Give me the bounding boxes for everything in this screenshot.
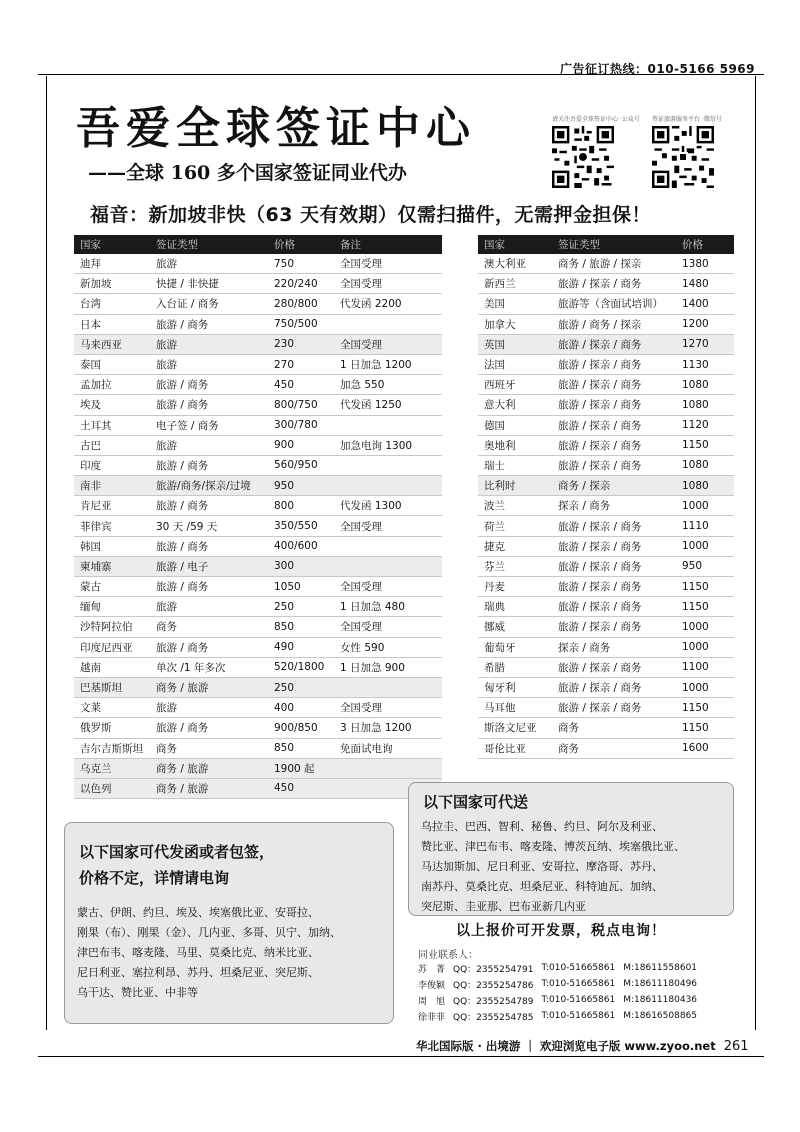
table-cell: 蒙古 <box>74 577 150 597</box>
table-cell: 商务 / 旅游 <box>150 677 268 697</box>
invitation-box-countries <box>77 903 341 1003</box>
table-cell: 吉尔吉斯斯坦 <box>74 738 150 758</box>
table-row <box>74 294 442 314</box>
table-cell: 270 <box>268 354 334 374</box>
qr-code-left-icon <box>552 126 614 188</box>
country-line: 乌拉圭、巴西、智利、秘鲁、约旦、阿尔及利亚、 <box>421 820 663 833</box>
table-cell: 丹麦 <box>478 577 552 597</box>
table-cell: 哥伦比亚 <box>478 738 552 758</box>
invitation-box-title <box>79 839 274 891</box>
contact-cell: QQ：2355254785 <box>453 1012 534 1023</box>
table-row <box>478 536 734 556</box>
table-cell: 旅游 / 探亲 / 商务 <box>552 677 676 697</box>
table-cell: 全国受理 <box>334 698 442 718</box>
table-cell: 1110 <box>676 516 734 536</box>
table-cell: 全国受理 <box>334 516 442 536</box>
invoice-note: 以上报价可开发票，税点电询！ <box>456 923 666 939</box>
table-cell: 旅游 / 商务 <box>150 577 268 597</box>
table-cell: 220/240 <box>268 274 334 294</box>
table-cell: 全国受理 <box>334 577 442 597</box>
table-cell: 旅游等（含面试培训） <box>552 294 676 314</box>
table-cell: 旅游 / 商务 <box>150 718 268 738</box>
table-cell: 旅游/商务/探亲/过境 <box>150 476 268 496</box>
table-row <box>478 274 734 294</box>
country-line: 突尼斯、圭亚那、巴布亚新几内亚 <box>421 900 586 913</box>
contact-cell: QQ：2355254786 <box>453 980 534 991</box>
table-cell: 800/750 <box>268 395 334 415</box>
table-cell: 900/850 <box>268 718 334 738</box>
table-cell: 商务 / 探亲 <box>552 476 676 496</box>
table-cell: 旅游 / 探亲 / 商务 <box>552 395 676 415</box>
table-cell: 旅游 / 商务 <box>150 536 268 556</box>
table-cell: 旅游 / 探亲 / 商务 <box>552 657 676 677</box>
headline-notice: 福音：新加坡非快（63 天有效期）仅需扫描件，无需押金担保！ <box>90 204 652 226</box>
table-cell: 越南 <box>74 657 150 677</box>
invitation-box-title-line: 价格不定，详情请电询 <box>79 869 230 887</box>
qr-left-caption: 请关注吾爱全球签证中心 ·公众号 <box>552 116 640 123</box>
contact-cell: 苏 菁 <box>418 964 446 975</box>
table-cell: 1150 <box>676 718 734 738</box>
table-row <box>478 294 734 314</box>
table-row <box>478 657 734 677</box>
table-cell: 旅游 / 探亲 / 商务 <box>552 597 676 617</box>
table-cell: 全国受理 <box>334 274 442 294</box>
invitation-box-title-line: 以下国家可代发函或者包签， <box>79 843 275 861</box>
table-row <box>74 556 442 576</box>
table-cell: 瑞典 <box>478 597 552 617</box>
table-cell: 520/1800 <box>268 657 334 677</box>
table-cell: 560/950 <box>268 455 334 475</box>
table-cell: 490 <box>268 637 334 657</box>
table-cell: 1130 <box>676 354 734 374</box>
table-cell: 旅游 / 商务 <box>150 455 268 475</box>
table-cell: 1 日加急 480 <box>334 597 442 617</box>
table-cell: 旅游 / 商务 / 探亲 <box>552 314 676 334</box>
table-row <box>478 375 734 395</box>
table-row <box>478 617 734 637</box>
table-cell: 250 <box>268 677 334 697</box>
qr-right-caption: 签证旅游服务平台 ·微信号 <box>652 116 722 123</box>
table-cell: 沙特阿拉伯 <box>74 617 150 637</box>
table-row <box>478 395 734 415</box>
table-cell: 入台证 / 商务 <box>150 294 268 314</box>
contact-cell: M:18611180496 <box>623 979 698 989</box>
table-cell: 1150 <box>676 597 734 617</box>
table-row <box>74 738 442 758</box>
table-cell: 1050 <box>268 577 334 597</box>
table-cell: 旅游 / 探亲 / 商务 <box>552 375 676 395</box>
table-row <box>74 395 442 415</box>
table-cell: 代发函 2200 <box>334 294 442 314</box>
column-header: 备注 <box>334 235 442 254</box>
table-cell <box>334 536 442 556</box>
table-cell: 1900 起 <box>268 758 334 778</box>
table-cell: 新加坡 <box>74 274 150 294</box>
table-row <box>74 516 442 536</box>
table-cell: 商务 / 旅游 / 探亲 <box>552 254 676 274</box>
table-cell: 日本 <box>74 314 150 334</box>
table-cell: 电子签 / 商务 <box>150 415 268 435</box>
table-cell: 450 <box>268 778 334 798</box>
country-line: 南苏丹、莫桑比克、坦桑尼亚、科特迪瓦、加纳、 <box>421 880 663 893</box>
table-cell: 旅游 <box>150 254 268 274</box>
table-cell: 马来西亚 <box>74 334 150 354</box>
table-cell: 探亲 / 商务 <box>552 496 676 516</box>
table-cell: 旅游 / 电子 <box>150 556 268 576</box>
table-cell: 商务 / 旅游 <box>150 778 268 798</box>
table-cell: 300/780 <box>268 415 334 435</box>
table-row <box>74 375 442 395</box>
table-cell: 美国 <box>478 294 552 314</box>
table-row <box>478 435 734 455</box>
country-line: 尼日利亚、塞拉利昂、苏丹、坦桑尼亚、突尼斯、 <box>77 966 319 979</box>
table-cell: 代发函 1300 <box>334 496 442 516</box>
column-header: 签证类型 <box>552 235 676 254</box>
contact-row <box>418 976 705 992</box>
table-cell: 450 <box>268 375 334 395</box>
table-cell: 1000 <box>676 677 734 697</box>
table-cell <box>334 476 442 496</box>
table-row <box>74 778 442 798</box>
table-cell: 俄罗斯 <box>74 718 150 738</box>
table-cell: 匈牙利 <box>478 677 552 697</box>
table-cell: 商务 <box>150 617 268 637</box>
contact-cell: M:18616508865 <box>623 1011 698 1021</box>
contact-row <box>418 1008 705 1024</box>
table-row <box>74 254 442 274</box>
table-cell: 旅游 / 商务 <box>150 496 268 516</box>
table-cell: 孟加拉 <box>74 375 150 395</box>
table-cell: 旅游 / 探亲 / 商务 <box>552 455 676 475</box>
table-cell: 1600 <box>676 738 734 758</box>
table-cell: 印度尼西亚 <box>74 637 150 657</box>
table-row <box>74 354 442 374</box>
table-cell: 女性 590 <box>334 637 442 657</box>
contact-cell: M:18611558601 <box>623 963 698 973</box>
table-cell: 300 <box>268 556 334 576</box>
table-cell: 西班牙 <box>478 375 552 395</box>
table-cell <box>334 556 442 576</box>
table-cell: 芬兰 <box>478 556 552 576</box>
contacts-title: 同业联系人： <box>418 950 478 961</box>
table-cell: 旅游 <box>150 334 268 354</box>
table-cell: 1380 <box>676 254 734 274</box>
table-cell: 1080 <box>676 476 734 496</box>
table-cell: 巴基斯坦 <box>74 677 150 697</box>
table-cell: 挪威 <box>478 617 552 637</box>
table-cell: 850 <box>268 738 334 758</box>
table-cell: 捷克 <box>478 536 552 556</box>
table-cell: 免面试电询 <box>334 738 442 758</box>
contact-row <box>418 960 705 976</box>
table-cell: 950 <box>268 476 334 496</box>
contact-cell: 周 旭 <box>418 996 446 1007</box>
table-row <box>74 274 442 294</box>
table-cell: 1120 <box>676 415 734 435</box>
table-cell: 旅游 / 探亲 / 商务 <box>552 354 676 374</box>
table-row <box>478 597 734 617</box>
table-cell: 1270 <box>676 334 734 354</box>
table-cell: 1100 <box>676 657 734 677</box>
table-row <box>74 415 442 435</box>
table-cell: 30 天 /59 天 <box>150 516 268 536</box>
country-line: 马达加斯加、尼日利亚、安哥拉、摩洛哥、苏丹、 <box>421 860 663 873</box>
table-cell: 旅游 <box>150 354 268 374</box>
table-cell: 1000 <box>676 536 734 556</box>
table-row <box>74 536 442 556</box>
table-cell: 1080 <box>676 455 734 475</box>
bottom-rule <box>38 1056 764 1057</box>
table-row <box>478 496 734 516</box>
table-cell: 意大利 <box>478 395 552 415</box>
contact-cell: QQ：2355254791 <box>453 964 534 975</box>
table-row <box>74 637 442 657</box>
table-cell: 南非 <box>74 476 150 496</box>
footer-text: 华北国际版 · 出境游 ｜ 欢迎浏览电子版 www.zyoo.net <box>416 1039 716 1053</box>
table-cell: 旅游 / 探亲 / 商务 <box>552 577 676 597</box>
ad-hotline: 广告征订热线：010-5166 5969 <box>560 62 756 76</box>
table-row <box>74 435 442 455</box>
table-cell: 850 <box>268 617 334 637</box>
table-row <box>74 617 442 637</box>
table-cell: 德国 <box>478 415 552 435</box>
table-cell: 旅游 / 探亲 / 商务 <box>552 334 676 354</box>
table-cell <box>334 415 442 435</box>
contact-cell: T:010-51665861 <box>541 1011 616 1021</box>
brand-slogan: ——全球 160 多个国家签证同业代办 <box>88 162 407 184</box>
table-cell: 商务 <box>552 738 676 758</box>
table-cell: 旅游 / 探亲 / 商务 <box>552 556 676 576</box>
table-cell: 商务 / 旅游 <box>150 758 268 778</box>
table-cell: 缅甸 <box>74 597 150 617</box>
table-cell: 埃及 <box>74 395 150 415</box>
table-row <box>74 657 442 677</box>
table-row <box>74 718 442 738</box>
table-cell: 澳大利亚 <box>478 254 552 274</box>
delivery-countries-box <box>408 782 734 916</box>
table-cell: 1150 <box>676 435 734 455</box>
table-cell: 1000 <box>676 637 734 657</box>
table-cell <box>334 314 442 334</box>
table-row <box>74 597 442 617</box>
table-cell: 快捷 / 非快捷 <box>150 274 268 294</box>
table-cell: 菲律宾 <box>74 516 150 536</box>
table-cell: 商务 <box>552 718 676 738</box>
table-row <box>74 476 442 496</box>
table-cell: 旅游 / 商务 <box>150 375 268 395</box>
table-cell: 旅游 / 商务 <box>150 395 268 415</box>
visa-price-table-right <box>478 235 734 759</box>
table-cell: 750/500 <box>268 314 334 334</box>
table-cell: 1000 <box>676 496 734 516</box>
table-row <box>478 415 734 435</box>
column-header: 签证类型 <box>150 235 268 254</box>
column-header: 国家 <box>478 235 552 254</box>
table-cell: 1200 <box>676 314 734 334</box>
delivery-box-countries <box>421 817 685 917</box>
table-cell <box>334 677 442 697</box>
table-cell: 1 日加急 1200 <box>334 354 442 374</box>
country-line: 赞比亚、津巴布韦、喀麦隆、博茨瓦纳、埃塞俄比亚、 <box>421 840 685 853</box>
table-row <box>74 577 442 597</box>
country-line: 刚果（布）、刚果（金）、几内亚、多哥、贝宁、加纳、 <box>77 926 341 939</box>
table-cell: 旅游 <box>150 597 268 617</box>
table-cell: 1080 <box>676 375 734 395</box>
table-row <box>74 758 442 778</box>
table-cell: 肯尼亚 <box>74 496 150 516</box>
table-cell: 印度 <box>74 455 150 475</box>
table-cell: 400/600 <box>268 536 334 556</box>
table-cell: 1080 <box>676 395 734 415</box>
table-cell: 旅游 <box>150 698 268 718</box>
table-cell: 1150 <box>676 698 734 718</box>
table-cell: 全国受理 <box>334 617 442 637</box>
brand-title: 吾爱全球签证中心 <box>76 103 476 154</box>
table-row <box>478 254 734 274</box>
table-cell: 法国 <box>478 354 552 374</box>
table-cell: 750 <box>268 254 334 274</box>
contact-cell: 徐菲菲 <box>418 1012 446 1023</box>
table-cell: 以色列 <box>74 778 150 798</box>
table-cell: 希腊 <box>478 657 552 677</box>
table-cell: 旅游 / 探亲 / 商务 <box>552 617 676 637</box>
table-cell: 加急 550 <box>334 375 442 395</box>
table-cell: 斯洛文尼亚 <box>478 718 552 738</box>
table-cell: 荷兰 <box>478 516 552 536</box>
page-number: 261 <box>723 1039 749 1054</box>
table-cell: 文莱 <box>74 698 150 718</box>
table-row <box>74 496 442 516</box>
table-cell: 1150 <box>676 577 734 597</box>
table-cell: 3 日加急 1200 <box>334 718 442 738</box>
contact-cell: T:010-51665861 <box>541 979 616 989</box>
table-row <box>478 314 734 334</box>
table-row <box>478 738 734 758</box>
table-cell: 古巴 <box>74 435 150 455</box>
contact-cell: 李俊颖 <box>418 980 446 991</box>
table-cell: 韩国 <box>74 536 150 556</box>
table-cell: 探亲 / 商务 <box>552 637 676 657</box>
table-row <box>74 314 442 334</box>
table-cell: 旅游 / 商务 <box>150 314 268 334</box>
table-cell: 波兰 <box>478 496 552 516</box>
table-cell: 台湾 <box>74 294 150 314</box>
table-cell: 商务 <box>150 738 268 758</box>
table-cell: 旅游 / 探亲 / 商务 <box>552 435 676 455</box>
table-cell: 比利时 <box>478 476 552 496</box>
table-row <box>478 516 734 536</box>
table-cell: 泰国 <box>74 354 150 374</box>
table-cell: 350/550 <box>268 516 334 536</box>
table-cell: 加拿大 <box>478 314 552 334</box>
table-cell: 1 日加急 900 <box>334 657 442 677</box>
page-footer <box>416 1038 749 1054</box>
table-cell: 单次 /1 年多次 <box>150 657 268 677</box>
delivery-box-title: 以下国家可代送 <box>423 793 529 811</box>
table-cell: 旅游 / 探亲 / 商务 <box>552 536 676 556</box>
table-cell: 1000 <box>676 617 734 637</box>
table-header-row <box>74 235 442 254</box>
table-cell: 柬埔寨 <box>74 556 150 576</box>
table-cell: 旅游 / 商务 <box>150 637 268 657</box>
table-row <box>478 577 734 597</box>
contacts-table <box>418 960 705 1024</box>
table-cell: 950 <box>676 556 734 576</box>
contact-cell: T:010-51665861 <box>541 995 616 1005</box>
table-row <box>74 455 442 475</box>
table-cell: 1400 <box>676 294 734 314</box>
table-cell: 400 <box>268 698 334 718</box>
table-header-row <box>478 235 734 254</box>
column-header: 价格 <box>676 235 734 254</box>
table-cell: 英国 <box>478 334 552 354</box>
table-row <box>478 556 734 576</box>
table-row <box>478 677 734 697</box>
table-row <box>478 455 734 475</box>
table-cell: 旅游 / 探亲 / 商务 <box>552 698 676 718</box>
table-cell: 旅游 / 探亲 / 商务 <box>552 415 676 435</box>
column-header: 价格 <box>268 235 334 254</box>
table-cell: 全国受理 <box>334 334 442 354</box>
invitation-countries-box <box>64 822 394 1024</box>
table-cell: 全国受理 <box>334 254 442 274</box>
table-cell: 1480 <box>676 274 734 294</box>
table-cell: 马耳他 <box>478 698 552 718</box>
table-cell: 800 <box>268 496 334 516</box>
table-row <box>74 677 442 697</box>
table-row <box>478 476 734 496</box>
table-cell: 旅游 / 探亲 / 商务 <box>552 516 676 536</box>
table-cell: 土耳其 <box>74 415 150 435</box>
table-cell: 乌克兰 <box>74 758 150 778</box>
table-cell: 900 <box>268 435 334 455</box>
contact-cell: T:010-51665861 <box>541 963 616 973</box>
table-row <box>478 698 734 718</box>
table-cell: 230 <box>268 334 334 354</box>
contact-cell: QQ：2355254789 <box>453 996 534 1007</box>
table-cell: 新西兰 <box>478 274 552 294</box>
table-cell: 旅游 / 探亲 / 商务 <box>552 274 676 294</box>
country-line: 蒙古、伊朗、约旦、埃及、埃塞俄比亚、安哥拉、 <box>77 906 319 919</box>
table-cell: 代发函 1250 <box>334 395 442 415</box>
table-cell <box>334 758 442 778</box>
table-row <box>478 637 734 657</box>
column-header: 国家 <box>74 235 150 254</box>
table-row <box>478 718 734 738</box>
table-cell: 250 <box>268 597 334 617</box>
contact-row <box>418 992 705 1008</box>
table-cell: 280/800 <box>268 294 334 314</box>
table-cell: 加急电询 1300 <box>334 435 442 455</box>
contact-cell: M:18611180436 <box>623 995 698 1005</box>
table-row <box>74 698 442 718</box>
country-line: 乌干达、赞比亚、中非等 <box>77 986 198 999</box>
table-cell: 奥地利 <box>478 435 552 455</box>
table-row <box>478 334 734 354</box>
table-cell: 旅游 <box>150 435 268 455</box>
visa-price-table-left <box>74 235 442 799</box>
table-cell: 瑞士 <box>478 455 552 475</box>
table-cell: 迪拜 <box>74 254 150 274</box>
table-cell <box>334 455 442 475</box>
table-cell: 葡萄牙 <box>478 637 552 657</box>
table-row <box>478 354 734 374</box>
top-rule <box>38 74 764 75</box>
table-row <box>74 334 442 354</box>
qr-code-right-icon <box>652 126 714 188</box>
country-line: 津巴布韦、喀麦隆、马里、莫桑比克、纳米比亚、 <box>77 946 319 959</box>
